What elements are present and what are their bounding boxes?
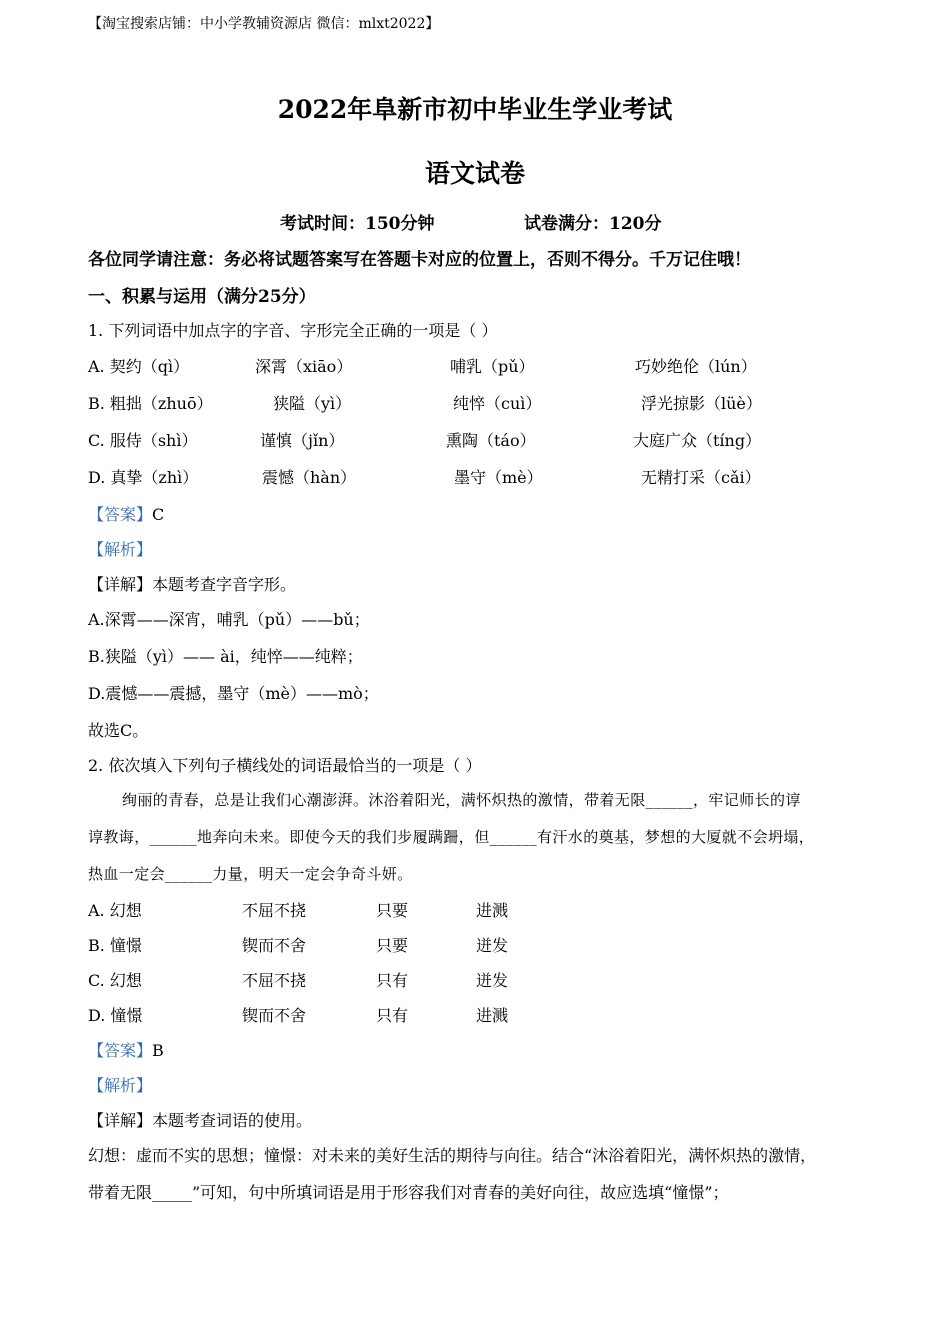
option-cell: D. 真挚（zhì） <box>88 468 199 487</box>
q2-passage-line: 绚丽的青春，总是让我们心潮澎湃。沐浴着阳光，满怀炽热的激情，带着无限______，牢记师长的谆 <box>122 791 801 809</box>
option-cell: 迸发 <box>476 971 509 990</box>
option-cell: 大庭广众（tíng） <box>633 431 762 450</box>
q2-explain-line: 带着无限_____”可知，句中所填词语是用于形容我们对青春的美好向往，故应选填“憧憬”； <box>88 1183 729 1202</box>
q1-explain-line: A.深霄——深宵，哺乳（pǔ）——bǔ； <box>88 610 370 629</box>
option-cell: 纯悴（cuì） <box>453 394 542 413</box>
q1-explain-line: D.震憾——震撼，墨守（mè）——mò； <box>88 684 379 703</box>
option-cell: A. 幻想 <box>88 901 142 920</box>
q1-explain-line: 故选C。 <box>88 721 149 740</box>
answer-value: B <box>152 1041 164 1060</box>
option-cell: 只要 <box>376 936 409 955</box>
option-cell: 无精打采（cǎi） <box>641 468 761 487</box>
q1-answer <box>88 502 164 525</box>
option-cell: C. 服侍（shì） <box>88 431 198 450</box>
option-cell: 不屈不挠 <box>242 901 307 920</box>
notice: 各位同学请注意：务必将试题答案写在答题卡对应的位置上，否则不得分。千万记住哦！ <box>88 250 751 270</box>
q1-stem: 1. 下列词语中加点字的字音、字形完全正确的一项是（ ） <box>88 321 498 340</box>
option-cell: 震憾（hàn） <box>262 468 357 487</box>
option-cell: 锲而不舍 <box>242 936 307 955</box>
q1-explain-line: B.狭隘（yì）—— ài，纯悴——纯粹； <box>88 647 363 666</box>
option-cell: 巧妙绝伦（lún） <box>635 357 757 376</box>
option-cell: 进溅 <box>476 1006 509 1025</box>
q2-explain-line: 幻想：虚而不实的思想；憧憬：对未来的美好生活的期待与向往。结合“沐浴着阳光，满怀炽热的激情， <box>88 1146 817 1165</box>
section-heading: 一、积累与运用（满分25分） <box>88 287 316 307</box>
q1-detail: 【详解】本题考查字音字形。 <box>88 575 297 594</box>
option-cell: 进溅 <box>476 901 509 920</box>
option-cell: A. 契约（qì） <box>88 357 190 376</box>
answer-tag: 【答案】 <box>88 1041 153 1060</box>
option-cell: B. 憧憬 <box>88 936 142 955</box>
q2-passage-line: 热血一定会______力量，明天一定会争奇斗妍。 <box>88 865 413 883</box>
q2-detail: 【详解】本题考查词语的使用。 <box>88 1111 313 1130</box>
full-score: 试卷满分：120分 <box>524 214 662 234</box>
option-cell: B. 粗拙（zhuō） <box>88 394 213 413</box>
option-cell: 不屈不挠 <box>242 971 307 990</box>
option-cell: 墨守（mè） <box>454 468 543 487</box>
answer-tag: 【答案】 <box>88 505 153 524</box>
option-cell: 只要 <box>376 901 409 920</box>
option-cell: 只有 <box>376 971 409 990</box>
exam-subtitle: 语文试卷 <box>424 159 525 188</box>
option-cell: C. 幻想 <box>88 971 142 990</box>
q2-passage-line: 谆教诲，______地奔向未来。即使今天的我们步履蹒跚，但______有汗水的奠基，梦想的大厦就不会坍塌， <box>88 828 815 846</box>
header-note: 【淘宝搜索店铺：中小学教辅资源店 微信：mlxt2022】 <box>88 16 440 32</box>
option-cell: 哺乳（pǔ） <box>450 357 535 376</box>
option-cell: 深霄（xiāo） <box>255 357 353 376</box>
option-cell: D. 憧憬 <box>88 1006 143 1025</box>
q1-analysis-tag: 【解析】 <box>88 540 153 559</box>
option-cell: 浮光掠影（lüè） <box>641 394 762 413</box>
option-cell: 谨慎（jǐn） <box>260 431 345 450</box>
option-cell: 熏陶（táo） <box>446 431 536 450</box>
q2-stem: 2. 依次填入下列句子横线处的词语最恰当的一项是（ ） <box>88 756 482 775</box>
q2-answer <box>88 1038 164 1061</box>
option-cell: 狭隘（yì） <box>273 394 352 413</box>
option-cell: 锲而不舍 <box>242 1006 307 1025</box>
option-cell: 迸发 <box>476 936 509 955</box>
answer-value: C <box>152 505 165 524</box>
option-cell: 只有 <box>376 1006 409 1025</box>
q2-analysis-tag: 【解析】 <box>88 1076 153 1095</box>
exam-time: 考试时间：150分钟 <box>280 214 435 234</box>
exam-title: 2022年阜新市初中毕业生学业考试 <box>277 95 673 124</box>
